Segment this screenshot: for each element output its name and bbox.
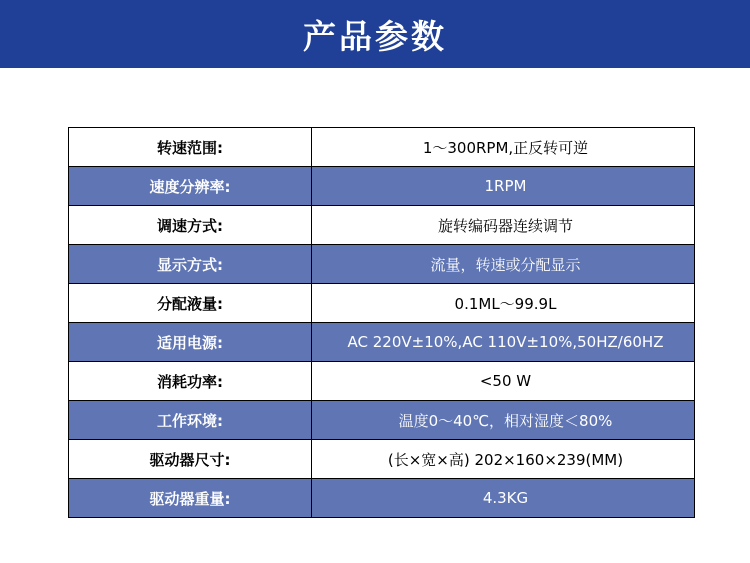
spec-table-body (69, 128, 695, 518)
spec-value: 流量，转速或分配显示 (312, 245, 695, 284)
table-row (69, 206, 695, 245)
spec-value: 1～300RPM,正反转可逆 (312, 128, 695, 167)
spec-value: 0.1ML～99.9L (312, 284, 695, 323)
table-row (69, 167, 695, 206)
spec-value: 1RPM (312, 167, 695, 206)
table-row (69, 479, 695, 518)
spec-table-container (68, 127, 684, 518)
spec-label: 适用电源: (69, 323, 312, 362)
table-row (69, 323, 695, 362)
spec-label: 速度分辨率: (69, 167, 312, 206)
spec-value: AC 220V±10%,AC 110V±10%,50HZ/60HZ (312, 323, 695, 362)
table-row (69, 128, 695, 167)
spec-label: 转速范围: (69, 128, 312, 167)
table-row (69, 362, 695, 401)
spec-value: (长×宽×高) 202×160×239(MM) (312, 440, 695, 479)
spec-label: 驱动器尺寸: (69, 440, 312, 479)
spec-label: 显示方式: (69, 245, 312, 284)
table-row (69, 440, 695, 479)
spec-value: 4.3KG (312, 479, 695, 518)
spec-label: 工作环境: (69, 401, 312, 440)
specification-table (68, 127, 695, 518)
spec-value: <50 W (312, 362, 695, 401)
spec-value: 温度0～40℃，相对湿度＜80% (312, 401, 695, 440)
page-header-banner (0, 0, 750, 68)
spec-label: 调速方式: (69, 206, 312, 245)
spec-label: 消耗功率: (69, 362, 312, 401)
page-title: 产品参数 (303, 16, 447, 56)
spec-label: 分配液量: (69, 284, 312, 323)
spec-value: 旋转编码器连续调节 (312, 206, 695, 245)
spec-label: 驱动器重量: (69, 479, 312, 518)
table-row (69, 245, 695, 284)
table-row (69, 401, 695, 440)
table-row (69, 284, 695, 323)
